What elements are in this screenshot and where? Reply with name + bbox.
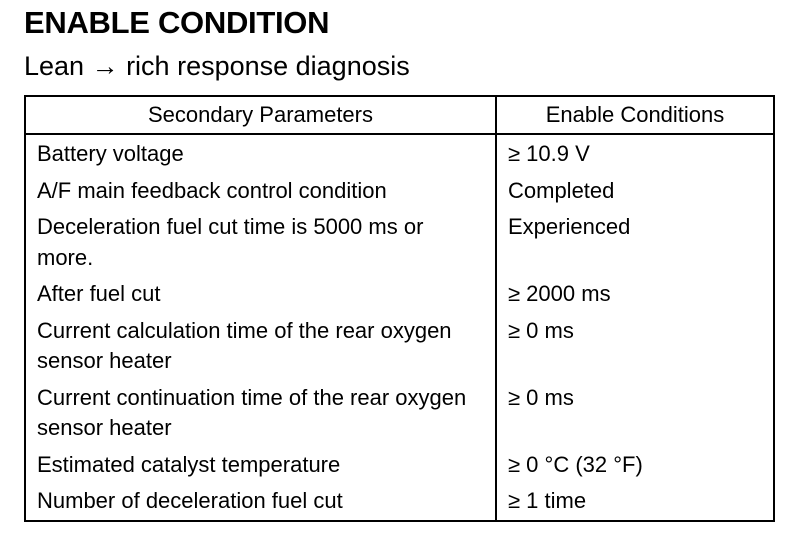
page-subheading: Lean → rich response diagnosis	[24, 51, 410, 81]
table-row	[25, 134, 774, 173]
parameter-cell: Current continuation time of the rear oxygen sensor heater	[25, 380, 496, 447]
table-row	[25, 173, 774, 210]
table-row	[25, 447, 774, 484]
condition-cell: ≥ 10.9 V	[508, 141, 590, 166]
column-header-enable-conditions: Enable Conditions	[496, 96, 774, 134]
condition-cell: ≥ 2000 ms	[508, 281, 611, 306]
column-header-secondary-parameters: Secondary Parameters	[25, 96, 496, 134]
parameter-cell: Number of deceleration fuel cut	[25, 483, 496, 521]
condition-cell: Experienced	[508, 214, 631, 239]
parameter-cell: Estimated catalyst temperature	[25, 447, 496, 484]
condition-cell: ≥ 0 ms	[508, 384, 574, 410]
table-row	[25, 276, 774, 313]
table-header-row	[25, 96, 774, 134]
enable-conditions-table	[24, 95, 775, 522]
parameter-cell: Battery voltage	[25, 134, 496, 173]
table-row	[25, 313, 774, 380]
table-row	[25, 483, 774, 521]
table-row	[25, 209, 774, 276]
condition-cell: ≥ 0 ms	[508, 317, 574, 343]
parameter-cell: Deceleration fuel cut time is 5000 ms or more.	[25, 209, 496, 276]
parameter-cell: A/F main feedback control condition	[25, 173, 496, 210]
condition-cell: ≥ 1 time	[508, 488, 587, 513]
table-row	[25, 380, 774, 447]
parameter-cell: After fuel cut	[25, 276, 496, 313]
condition-cell: Completed	[508, 177, 615, 203]
parameter-cell: Current calculation time of the rear oxygen sensor heater	[25, 313, 496, 380]
page-heading: ENABLE CONDITION	[24, 5, 330, 40]
condition-cell: ≥ 0 °C (32 °F)	[508, 451, 643, 477]
